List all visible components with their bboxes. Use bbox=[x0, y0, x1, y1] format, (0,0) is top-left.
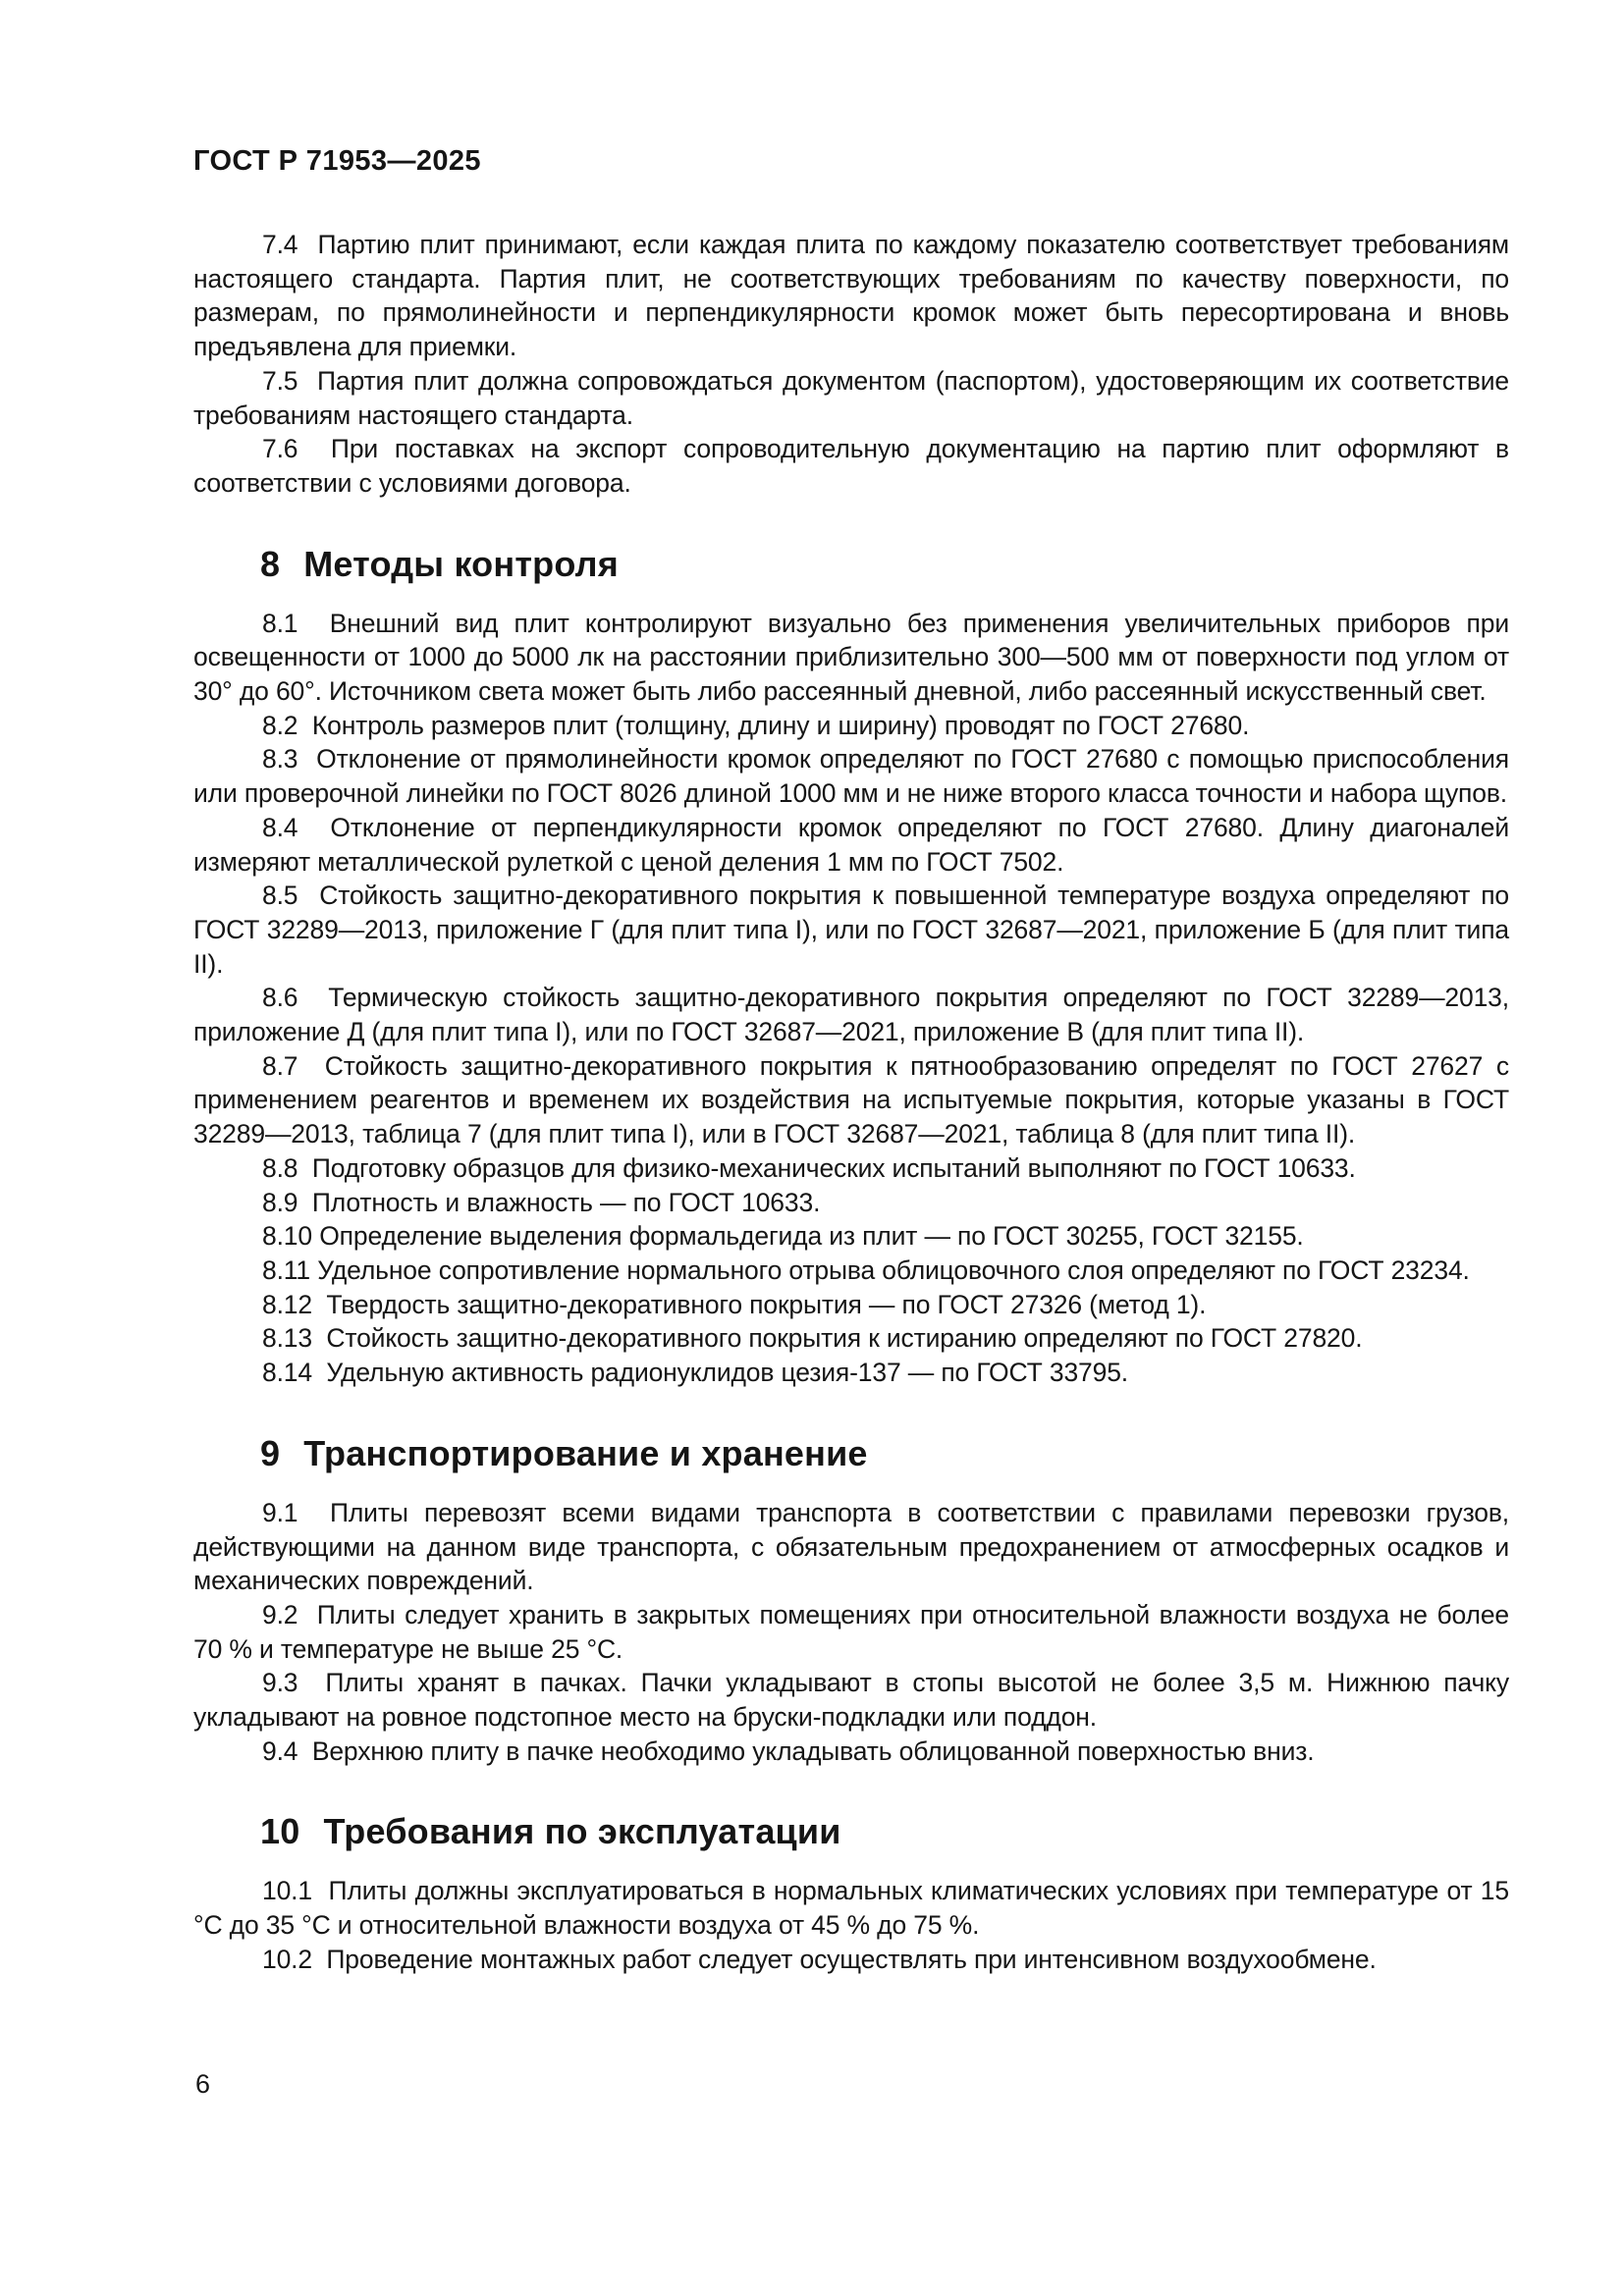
section-title: Требования по эксплуатации bbox=[323, 1811, 841, 1852]
clause-8-1: 8.1 Внешний вид плит контролируют визуально без применения увеличительных приборов при освещенности от 1000 до 5000 лк на расстоянии приблизительно 300—500 мм от поверхности под углом от 30° до 60°. Источником света может быть либо рассеянный дневной, либо рассеянный искусственный свет. bbox=[193, 608, 1509, 707]
running-header: ГОСТ Р 71953—2025 bbox=[193, 145, 481, 177]
clause-8-14: 8.14 Удельную активность радионуклидов цезия-137 — по ГОСТ 33795. bbox=[262, 1358, 1129, 1388]
clause-7-6: 7.6 При поставках на экспорт сопроводительную документацию на партию плит оформляют в соответствии с условиями договора. bbox=[193, 434, 1509, 498]
section-heading-10 bbox=[193, 1810, 1509, 1853]
page-number: 6 bbox=[195, 2069, 211, 2099]
document-content bbox=[193, 145, 1509, 1977]
clause-8-6: 8.6 Термическую стойкость защитно-декоративного покрытия определяют по ГОСТ 32289—2013, приложение Д (для плит типа I), или по ГОСТ 32687—2021, приложение В (для плит типа II). bbox=[193, 983, 1509, 1047]
clause-8-5: 8.5 Стойкость защитно-декоративного покрытия к повышенной температуре воздуха определяют по ГОСТ 32289—2013, приложение Г (для плит типа I), или по ГОСТ 32687—2021, приложение Б (для плит типа II). bbox=[193, 881, 1509, 979]
clause-7-4: 7.4 Партию плит принимают, если каждая плита по каждому показателю соответствует требованиям настоящего стандарта. Партия плит, не соответствующих требованиям по качеству поверхности, по размерам, по прямолинейности и перпендикулярности кромок может быть пересортирована и вновь предъявлена для приемки. bbox=[193, 230, 1509, 362]
clause-7-5: 7.5 Партия плит должна сопровождаться документом (паспортом), удостоверяющим их соответствие требованиям настоящего стандарта. bbox=[193, 365, 1509, 430]
clause-9-1: 9.1 Плиты перевозят всеми видами транспорта в соответствии с правилами перевозки грузов, действующими на данном виде транспорта, с обязательным предохранением от атмосферных осадков и механических повреждений. bbox=[193, 1497, 1509, 1596]
clause-8-10: 8.10 Определение выделения формальдегида из плит — по ГОСТ 30255, ГОСТ 32155. bbox=[262, 1221, 1304, 1252]
clause-8-11: 8.11 Удельное сопротивление нормального отрыва облицовочного слоя определяют по ГОСТ 23234. bbox=[262, 1255, 1470, 1285]
clause-8-3: 8.3 Отклонение от прямолинейности кромок определяют по ГОСТ 27680 с помощью приспособления или проверочной линейки по ГОСТ 8026 длиной 1000 мм и не ниже второго класса точности и набора щупов. bbox=[193, 744, 1509, 809]
clause-10-1: 10.1 Плиты должны эксплуатироваться в нормальных климатических условиях при температуре от 15 °С до 35 °С и относительной влажности воздуха от 45 % до 75 %. bbox=[193, 1876, 1509, 1941]
clause-8-12: 8.12 Твердость защитно-декоративного покрытия — по ГОСТ 27326 (метод 1). bbox=[262, 1289, 1207, 1319]
clause-8-9: 8.9 Плотность и влажность — по ГОСТ 10633. bbox=[262, 1187, 821, 1217]
clause-8-8: 8.8 Подготовку образцов для физико-механических испытаний выполняют по ГОСТ 10633. bbox=[262, 1152, 1356, 1183]
section-title: Методы контроля bbox=[303, 543, 619, 584]
section-heading-9 bbox=[193, 1432, 1509, 1475]
clause-10-2: 10.2 Проведение монтажных работ следует осуществлять при интенсивном воздухообмене. bbox=[262, 1944, 1377, 1974]
clause-8-7: 8.7 Стойкость защитно-декоративного покрытия к пятнообразованию определят по ГОСТ 27627 с применением реагентов и временем их воздействия на испытуемые покрытия, которые указаны в ГОСТ 32289—2013, таблица 7 (для плит типа I), или в ГОСТ 32687—2021, таблица 8 (для плит типа II). bbox=[193, 1050, 1509, 1149]
section-title: Транспортирование и хранение bbox=[303, 1432, 868, 1473]
section-number: 8 bbox=[260, 543, 281, 584]
clause-9-4: 9.4 Верхнюю плиту в пачке необходимо укладывать облицованной поверхностью вниз. bbox=[262, 1735, 1315, 1766]
clause-9-2: 9.2 Плиты следует хранить в закрытых помещениях при относительной влажности воздуха не более 70 % и температуре не выше 25 °С. bbox=[193, 1599, 1509, 1664]
clause-8-2: 8.2 Контроль размеров плит (толщину, длину и ширину) проводят по ГОСТ 27680. bbox=[262, 710, 1250, 740]
clause-8-4: 8.4 Отклонение от перпендикулярности кромок определяют по ГОСТ 27680. Длину диагоналей измеряют металлической рулеткой с ценой деления 1 мм по ГОСТ 7502. bbox=[193, 812, 1509, 877]
clause-8-13: 8.13 Стойкость защитно-декоративного покрытия к истиранию определяют по ГОСТ 27820. bbox=[262, 1323, 1363, 1354]
section-number: 10 bbox=[260, 1811, 300, 1852]
section-number: 9 bbox=[260, 1432, 281, 1473]
clause-9-3: 9.3 Плиты хранят в пачках. Пачки укладывают в стопы высотой не более 3,5 м. Нижнюю пачку укладывают на ровное подстопное место на бруски-подкладки или поддон. bbox=[193, 1668, 1509, 1733]
section-heading-8 bbox=[193, 543, 1509, 586]
